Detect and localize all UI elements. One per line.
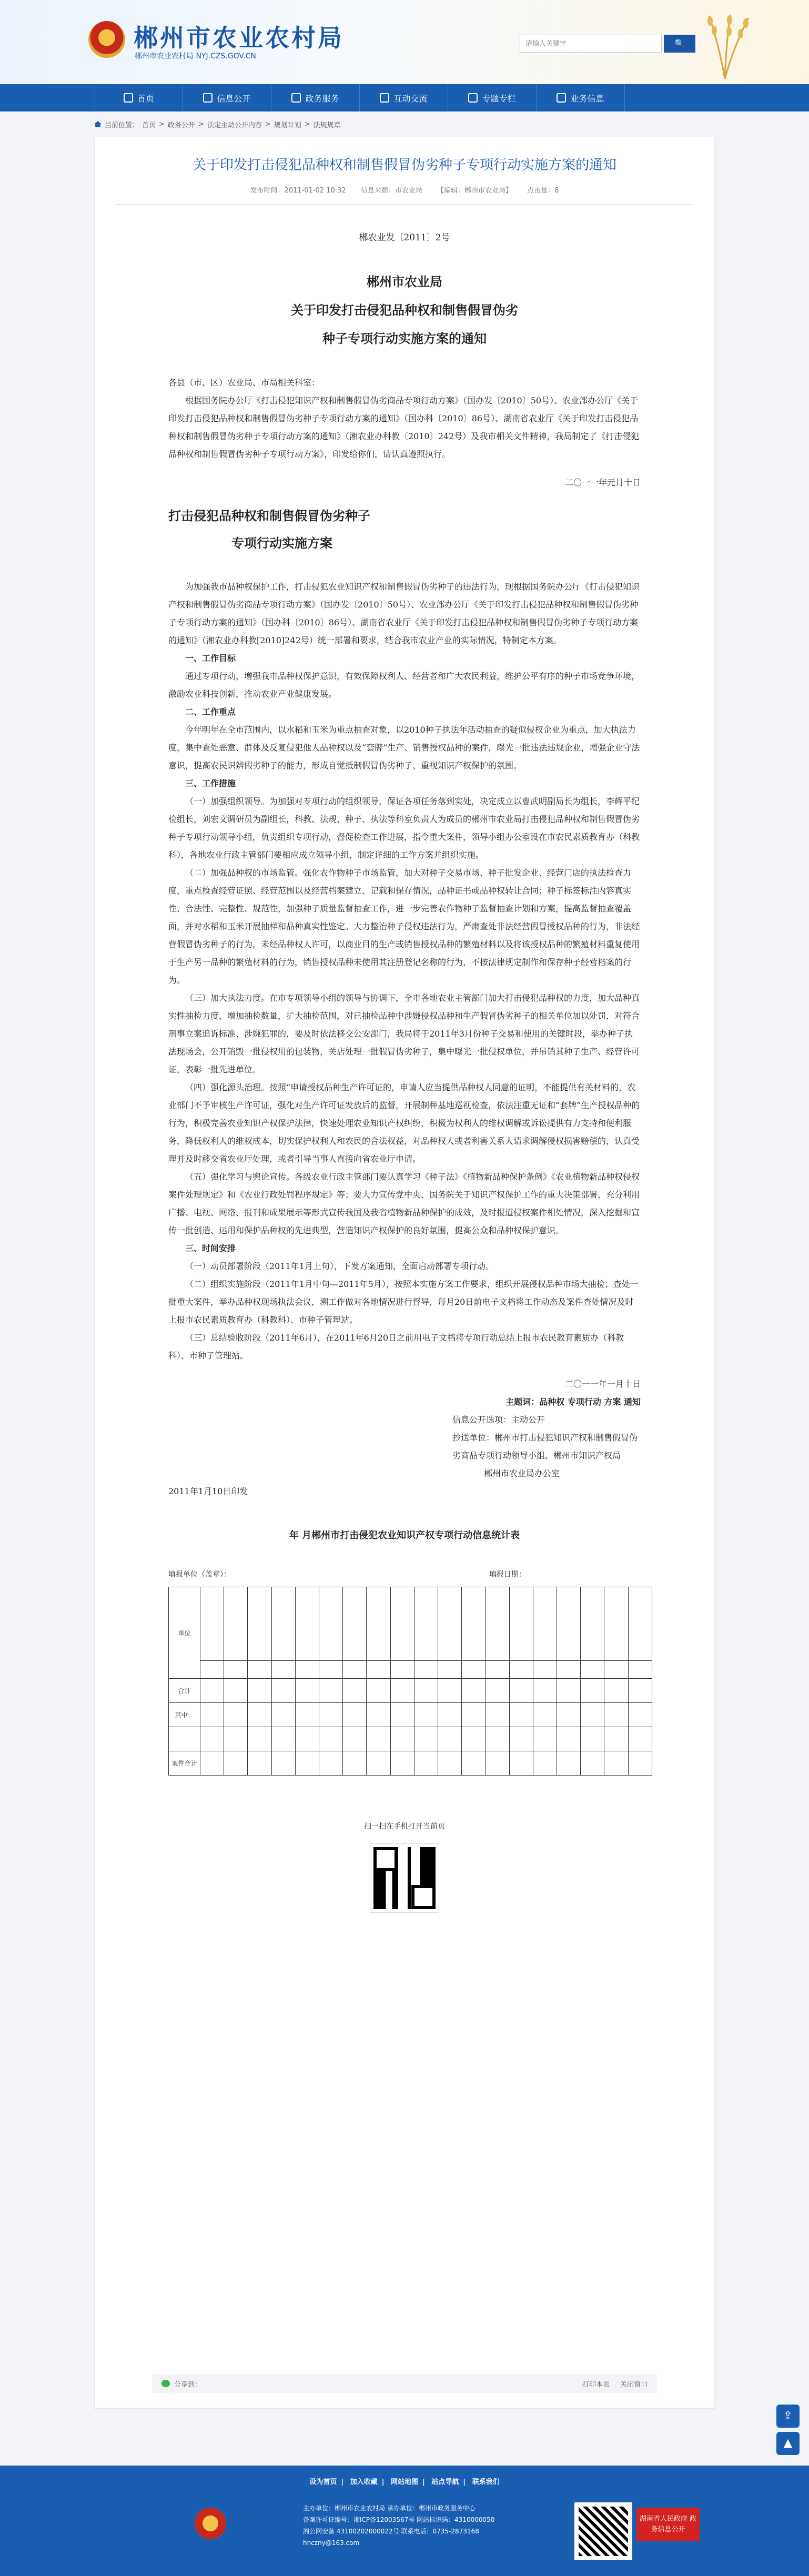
meta-source: 信息来源：市农业局 bbox=[360, 187, 422, 195]
crumb-plan[interactable]: 规划计划 bbox=[274, 121, 301, 129]
table-row bbox=[169, 1727, 652, 1751]
home-icon bbox=[124, 93, 133, 103]
nav-label: 政务服务 bbox=[305, 93, 339, 104]
crumb-sep: > bbox=[265, 120, 271, 128]
footer-info-line: hnczny@163.com bbox=[303, 2539, 360, 2547]
doc-title-line: 种子专项行动实施方案的通知 bbox=[322, 331, 487, 346]
business-icon bbox=[557, 93, 566, 103]
disclose-option: 信息公开选项：主动公开 bbox=[452, 1415, 545, 1425]
info-icon bbox=[203, 93, 213, 103]
table-row bbox=[169, 1679, 652, 1703]
section-heading: 三、时间安排 bbox=[185, 1243, 236, 1253]
wheat-icon bbox=[688, 11, 762, 79]
side-buttons bbox=[776, 2405, 800, 2455]
footer-info-line: 备案许可证编号：湘ICP备12003567号 网站标识码：4310000050 bbox=[303, 2516, 495, 2523]
location-icon bbox=[94, 121, 102, 127]
search-input[interactable] bbox=[520, 35, 662, 53]
crumb-sep: > bbox=[198, 120, 204, 128]
nav-label: 互动交流 bbox=[393, 93, 428, 104]
issue-date-2: 二〇一一年一月十日 bbox=[564, 1379, 641, 1389]
chat-icon bbox=[380, 93, 389, 103]
footer-link[interactable]: 站点导航 bbox=[431, 2478, 459, 2486]
table-row bbox=[169, 1703, 652, 1727]
nav-label: 专题专栏 bbox=[482, 93, 516, 104]
timeline-3: （三）总结验收阶段（2011年6月），在2011年6月20日之前用电子文档将专项行动总结上报市农民教育素质办（科教科）、市种子管理站。 bbox=[168, 1333, 624, 1361]
subject-words: 主题词：品种权 专项行动 方案 通知 bbox=[505, 1397, 641, 1407]
footer-info bbox=[303, 2502, 494, 2549]
footer-qr-icon bbox=[574, 2502, 632, 2560]
plan-title-line: 专项行动实施方案 bbox=[231, 535, 332, 551]
stat-table bbox=[168, 1587, 652, 1776]
meta-editor: 【编辑：郴州市农业局】 bbox=[437, 187, 513, 195]
nav-item-topics[interactable] bbox=[448, 84, 537, 111]
gov-badge[interactable]: 湖南省人民政府 政务信息公开 bbox=[636, 2508, 700, 2541]
footer-link[interactable]: 网站地图 bbox=[390, 2478, 418, 2486]
search-button[interactable]: 🔍 bbox=[664, 35, 695, 53]
gov-emblem-icon bbox=[195, 2508, 226, 2539]
site-header bbox=[0, 0, 809, 84]
nav-item-home[interactable] bbox=[95, 84, 183, 111]
site-title[interactable]: 郴州市农业农村局 bbox=[134, 24, 344, 52]
table-unit: 填报单位（盖章）： bbox=[168, 1570, 231, 1579]
nav-item-business[interactable] bbox=[537, 84, 625, 111]
qr-caption: 扫一扫在手机打开当前页 bbox=[364, 1822, 445, 1831]
article bbox=[94, 137, 715, 2409]
measure-3: （三）加大执法力度。在市专项领导小组的领导与协调下，全市各地农业主管部门加大打击侵犯品种权的力度，加大品种真实性抽检力度，增加抽检数量，扩大抽检范围，对已抽检品种中涉嫌侵权品种和生产假冒伪劣种子的相关单位加以处罚，对符合刑事立案追诉标准、涉嫌犯罪的，要及时依法移交公安部门，我局将于2011年3月份种子交易和使用的关键时段，举办种子执法现场会，公开销毁一批侵权用的包装物，关店处理一批假冒伪劣种子，集中曝光一批侵权单位，并吊销其种子生产、经营许可证，表彰一批先进单位。 bbox=[168, 993, 640, 1074]
plan-intro: 为加强我市品种权保护工作，打击侵犯农业知识产权和制售假冒伪劣种子的违法行为，现根据国务院办公厅《打击侵犯知识产权和制售假冒伪劣商品专项行动方案》（国办发〔2010〕50号）、农业部办公厅《关于印发打击侵犯品种权和制售假冒伪劣种子专项行动方案的通知》（国办科〔2010〕86号）、湖南省农业厅《关于印发打击侵犯品种权和制售假冒伪劣种子专项行动方案的通知》（湘农业办科教[2010]242号）统一部署和要求，结合我市农业产业的实际情况，特制定本方案。 bbox=[168, 582, 640, 645]
emblem-icon bbox=[88, 21, 125, 58]
issue-date-1: 二〇一一年元月十日 bbox=[564, 478, 641, 488]
cc-units: 抄送单位：郴州市打击侵犯知识产权和制售假冒伪劣商品专项行动领导小组、郴州市知识产权局 bbox=[452, 1433, 638, 1461]
back-to-top-icon[interactable]: ▲ bbox=[776, 2432, 800, 2455]
footer-link[interactable]: 加入收藏 bbox=[350, 2478, 378, 2486]
section-heading: 一、工作目标 bbox=[185, 653, 236, 663]
breadcrumb bbox=[94, 111, 715, 137]
meta-views: 点击量：8 bbox=[527, 187, 559, 195]
plan-title-line: 打击侵犯品种权和制售假冒伪劣种子 bbox=[168, 508, 370, 523]
nav-item-interact[interactable] bbox=[360, 84, 448, 111]
measure-1: （一）加强组织领导。为加强对专项行动的组织领导，保证各项任务落到实处，决定成立以曹武明副局长为组长，李辉平纪检组长，刘宏文调研员为副组长，科教、法规、种子、执法等科室负责人为成员的郴州市农业局打击侵犯品种权和制售假冒伪劣种子专项行动领导小组，负责组织专项行动，督促检查工作进展，指令重大案件，领导小组办公室设在市农民素质教育办（科教科），各地农业行政主管部门要相应成立领导小组，制定详细的工作方案并组织实施。 bbox=[168, 796, 640, 860]
table-info bbox=[168, 1566, 526, 1584]
table-cell: 案件合计 bbox=[169, 1751, 200, 1776]
footer-link[interactable]: 联系我们 bbox=[472, 2478, 500, 2486]
share-icon[interactable]: ⇪ bbox=[776, 2405, 800, 2428]
table-row bbox=[169, 1661, 652, 1679]
measure-5: （五）强化学习与舆论宣传。各级农业行政主管部门要认真学习《种子法》《植物新品种保护条例》《农业植物新品种权侵权案件处理规定》和《农业行政处罚程序规定》等；要大力宣传党中央、国务院关于知识产权保护工作的重大决策部署，充分利用广播、电视、网络、报刊和成果展示等形式宣传我国及我省植物新品种保护的成效，及时报道侵权案件相处情况，深入挖掘和宣传一批创造、运用和保护品种权的先进典型，营造知识产权保护的良好氛围，提高公众和品种权保护意识。 bbox=[168, 1172, 640, 1235]
issuing-office: 郴州市农业局办公室 bbox=[484, 1468, 560, 1478]
crumb-rules[interactable]: 法规规章 bbox=[313, 121, 341, 129]
article-body bbox=[95, 205, 714, 1912]
main-nav bbox=[0, 84, 809, 111]
table-cell bbox=[169, 1727, 200, 1751]
crumb-sep: > bbox=[159, 120, 165, 128]
service-icon bbox=[291, 93, 301, 103]
meta-date: 发布时间：2011-01-02 10:32 bbox=[250, 187, 346, 195]
site-footer bbox=[0, 2466, 809, 2576]
salutation: 各县（市、区）农业局、市局相关科室： bbox=[168, 378, 320, 388]
table-date: 填报日期： bbox=[489, 1570, 526, 1579]
crumb-sep: > bbox=[304, 120, 310, 128]
article-title: 关于印发打击侵犯品种权和制售假冒伪劣种子专项行动实施方案的通知 bbox=[192, 157, 616, 173]
doc-number: 郴农业发〔2011〕2号 bbox=[359, 232, 450, 243]
table-cell: 单位 bbox=[169, 1587, 200, 1679]
table-title: 年 月郴州市打击侵犯农业知识产权专项行动信息统计表 bbox=[289, 1530, 520, 1541]
crumb-gov[interactable]: 政务公开 bbox=[167, 121, 195, 129]
share-group bbox=[161, 2379, 201, 2389]
table-row bbox=[169, 1587, 652, 1661]
measure-2: （二）加强品种权的市场监管。强化农作物种子市场监管，加大对种子交易市场、种子批发企业、经营门店的执法检查力度，重点检查经营证照、经营范围以及经营档案建立、记载和保存情况，品种证书或品种权转让合同；种子标签标注内容真实性、合法性、完整性、规范性，加强种子质量监督抽查工作，进一步完善农作物种子监督抽查计划和方案，提高监督抽查覆盖面，并对水稻和玉米开展抽样和品种真实性鉴定。大力整治种子侵权违法行为，严肃查处非法经营假冒授权品种的行为，非法经营假冒伪劣种子的行为，未经品种权人许可，以商业目的生产或销售授权品种的繁殖材料以及将该授权品种的繁殖材料重复使用于生产另一品种的繁殖材料的行为，销售授权品种未使用其注册登记名称的行为，不按法律规定制作和保存种子经营档案的行为。 bbox=[168, 868, 640, 985]
nav-item-info[interactable] bbox=[183, 84, 271, 111]
table-cell: 其中： bbox=[169, 1703, 200, 1727]
topic-icon bbox=[468, 93, 478, 103]
section-text: 通过专项行动，增强我市品种权保护意识，有效保障权利人、经营者和广大农民利益，维护公平有序的种子市场竞争环境，激励农业科技创新，推动农业产业健康发展。 bbox=[168, 671, 640, 699]
measure-4: （四）强化源头治理。按照“申请授权品种生产许可证的，申请人应当提供品种权人同意的证明，不能提供有关材料的，农业部门不予审核生产许可证，强化对生产许可证发放后的监督，开展制种基地巡视检查，依法注重无证和“套牌”生产授权品种的行为，积极完善农业知识产权保护法律，快速处理农业知识产权纠纷，积极为权利人的维权调解或诉讼提供有力支持和便利服务，降低权利人的维权成本，切实保护权利人和农民的合法权益，对品种权人或者利害关系人请求调解侵权损害赔偿的，认真受理并及时移交省农业厅处理，或者引导当事人直接向省农业厅申请。 bbox=[168, 1082, 640, 1164]
crumb-public[interactable]: 法定主动公开内容 bbox=[207, 121, 262, 129]
print-date: 2011年1月10日印发 bbox=[168, 1486, 248, 1496]
table-row bbox=[169, 1751, 652, 1776]
article-meta bbox=[116, 185, 693, 205]
section-text: 今年明年在全市范围内，以水稻和玉米为重点抽查对象，以2010种子执法年活动抽查的疑似侵权企业为重点，加大执法力度，集中查处恶意、群体及反复侵犯他人品种权以及“套牌”生产、销售授权品种的案件，曝光一批违法违规企业，增强企业守法意识，提高农民识辨假劣种子的能力，形成自觉抵制假冒伪劣种子、重视知识产权保护的氛围。 bbox=[168, 725, 640, 770]
share-bar bbox=[153, 2375, 656, 2392]
site-subtitle: 郴州市农业农村局 NYJ.CZS.GOV.CN bbox=[135, 52, 256, 60]
crumb-home[interactable]: 首页 bbox=[142, 121, 156, 129]
wechat-icon[interactable] bbox=[161, 2380, 170, 2387]
qr-area bbox=[168, 1818, 641, 1912]
footer-links: 设为首页 | 加入收藏 | 网站地图 | 站点导航 | 联系我们 bbox=[309, 2478, 500, 2486]
share-label: 分享到： bbox=[174, 2380, 202, 2389]
footer-info-line: 主办单位：郴州市农业农村局 承办单位：郴州市政务服务中心 bbox=[303, 2504, 476, 2512]
timeline-1: （一）动员部署阶段（2011年1月上旬），下发方案通知，全面启动部署专项行动。 bbox=[185, 1261, 494, 1271]
print-button[interactable]: 打印本页 bbox=[582, 2380, 610, 2389]
intro-paragraph: 根据国务院办公厅《打击侵犯知识产权和制售假冒伪劣商品专项行动方案》（国办发〔2010〕50号）、农业部办公厅《关于印发打击侵犯品种权和制售假冒伪劣种子专项行动方案的通知》（国办科〔2010〕86号）、湖南省农业厅《关于印发打击侵犯品种权和制售假冒伪劣种子专项行动方案的通知》（湘农业办科教〔2010〕242号）及我市相关文件精神，我局制定了《打击侵犯品种权和制售假冒伪劣种子专项行动方案》，印发给你们，请认真遵照执行。 bbox=[168, 395, 640, 459]
section-heading: 二、工作重点 bbox=[185, 707, 236, 717]
doc-title-line: 关于印发打击侵犯品种权和制售假冒伪劣 bbox=[291, 302, 518, 318]
nav-item-service[interactable] bbox=[271, 84, 360, 111]
footer-info-line: 湘公网安备 43100202000022号 联系电话：0735-2873168 bbox=[303, 2528, 479, 2535]
page-actions bbox=[582, 2379, 648, 2389]
footer-link[interactable]: 设为首页 bbox=[309, 2478, 337, 2486]
timeline-2: （二）组织实施阶段（2011年1月中旬—2011年5月），按照本实施方案工作要求，组织开展侵权品种市场大抽检；查处一批重大案件，举办品种权现场执法会议，溯工作做对各地情况进行督导，每月20日前电子文档将工作动态及案件查处情况及时上报市农民素质教育办（科教科）、市种子管理站。 bbox=[168, 1279, 639, 1325]
close-button[interactable]: 关闭窗口 bbox=[620, 2380, 648, 2389]
doc-title-line: 郴州市农业局 bbox=[367, 274, 442, 289]
crumb-label: 当前位置： bbox=[105, 121, 139, 129]
section-heading: 三、工作措施 bbox=[185, 778, 236, 788]
nav-label: 信息公开 bbox=[217, 93, 251, 104]
qr-code-icon bbox=[370, 1844, 439, 1912]
table-cell: 合计 bbox=[169, 1679, 200, 1703]
nav-label: 首页 bbox=[137, 93, 154, 104]
nav-label: 业务信息 bbox=[570, 93, 604, 104]
